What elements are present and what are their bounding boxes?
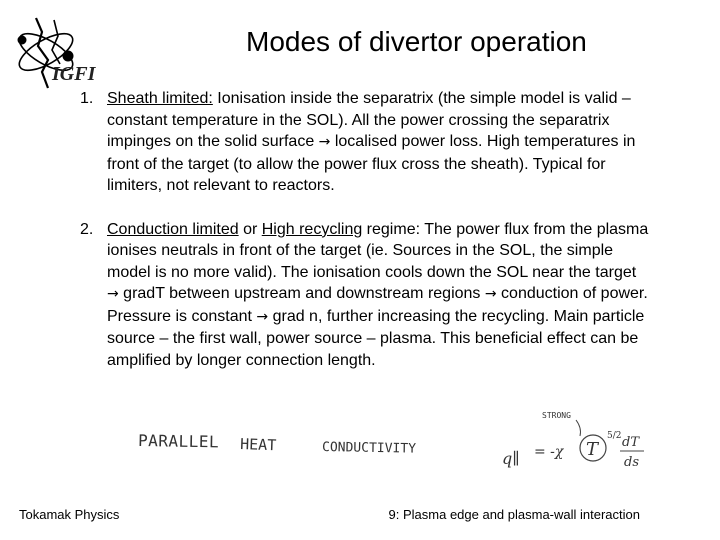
footer-chapter: 9: Plasma edge and plasma-wall interaction [388,507,640,522]
list-item-number: 2. [80,220,94,238]
handwritten-equation-t: T [586,439,599,460]
slide-title: Modes of divertor operation [246,26,587,57]
handwritten-equation-den: ds [624,455,639,470]
handwritten-note [136,404,696,484]
right-arrow-icon: → [256,308,269,325]
handwritten-equation-num: dT [622,435,639,450]
list-item-sheath-limited [80,88,650,197]
term-conduction-limited: Conduction limited [107,220,239,238]
item-text: conduction of power. Pressure is constant [107,285,648,325]
term-sheath-limited: Sheath limited: [107,90,213,107]
handwritten-equation-lhs: q∥ [502,449,520,468]
right-arrow-icon: → [318,134,331,150]
institute-logo-text: IGFI [52,63,96,85]
right-arrow-icon: → [484,286,497,302]
item-text: or [238,220,262,238]
item-text: localised power loss. High temperatures in front of the target (to allow the power flux cross the sheath). Typical for limiters, not relevant to reactors. [107,133,636,194]
item-text: regime: The power flux from the plasma ionises neutrals in front of the target (ie. Sources in the SOL, the simple model is no more valid). The ionisation cools down the SOL near the target [107,220,649,281]
handwritten-equation-exp: 5/2 [607,431,622,441]
handwritten-word-conductivity: CONDUCTIVITY [321,440,417,457]
footer-course: Tokamak Physics [19,507,120,522]
list-item-body [107,219,650,372]
item-text: grad n, further increasing the recycling. Main particle source – the first wall, power source – plasma. This beneficial effect can be amplified by longer connection length. [107,307,645,369]
handwritten-word-parallel: PARALLEL [137,431,220,452]
handwritten-annotation-strong: STRONG [542,411,571,420]
term-high-recycling: High recycling [261,220,363,238]
mode-list [80,88,650,371]
item-text: gradT between upstream and downstream regions [118,285,485,302]
institute-logo [8,12,100,94]
list-item-conduction-limited [80,219,650,372]
right-arrow-icon: → [107,286,119,302]
handwritten-annotation-arrow [576,420,581,436]
list-item-body [107,88,650,197]
handwritten-word-heat: HEAT [239,435,277,455]
list-item-number: 1. [80,90,94,107]
item-text: Ionisation inside the separatrix (the simple model is valid – constant temperature in the SOL). All the power crossing the separatrix impinges on the solid surface [107,90,631,150]
handwritten-equation-eq: = -χ [534,444,564,460]
